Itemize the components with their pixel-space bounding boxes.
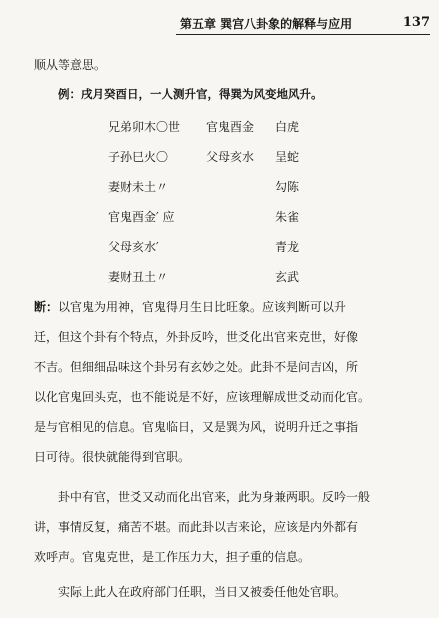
yao-row-5-left: 父母亥水′ [108, 240, 159, 254]
yao-row-2-middle: 父母亥水 [206, 150, 255, 164]
header-rule [176, 34, 430, 35]
analysis-line-7: 卦中有官，世爻又动而化出官来，此为身兼两职。反吟一般 [58, 490, 371, 504]
page-number: 137 [402, 15, 430, 30]
yao-row-4-left: 官鬼酉金′ 应 [108, 210, 175, 224]
yao-row-3-left: 妻财未土〃 [108, 180, 169, 194]
analysis-label: 断： [34, 300, 59, 314]
analysis-line-2: 迁，但这个卦有个特点，外卦反吟，世爻化出官来克世，好像 [34, 330, 359, 344]
analysis-line-3: 不吉。但细细品味这个卦另有玄妙之处。此卦不是问吉凶，所 [34, 360, 359, 374]
yao-row-2-left: 子孙巳火〇 [108, 150, 169, 164]
analysis-line-6: 日可待。很快就能得到官职。 [34, 450, 191, 464]
intro-line: 顺从等意思。 [34, 58, 107, 72]
yao-row-6-left: 妻财丑土〃 [108, 270, 169, 284]
analysis-line-10: 实际上此人在政府部门任职，当日又被委任他处官职。 [58, 585, 347, 599]
analysis-line-1 [34, 301, 346, 313]
yao-row-3-right: 勾陈 [275, 180, 300, 194]
analysis-line-9: 欢呼声。官鬼克世，是工作压力大，担子重的信息。 [34, 550, 311, 564]
analysis-text-1: 以官鬼为用神，官鬼得月生日比旺象。应该判断可以升 [58, 300, 347, 314]
example-heading: 例：戌月癸酉日，一人测升官，得巽为风变地风升。 [58, 87, 323, 101]
yao-row-4-right: 朱雀 [275, 210, 300, 224]
yao-row-1-right: 白虎 [275, 120, 300, 134]
analysis-line-5: 是与官相见的信息。官鬼临日，又是巽为风，说明升迁之事指 [34, 420, 359, 434]
chapter-title: 第五章 巽宫八卦象的解释与应用 [180, 17, 353, 31]
yao-row-5-right: 青龙 [275, 240, 300, 254]
yao-row-1-middle: 官鬼酉金 [206, 120, 255, 134]
yao-row-1-left: 兄弟卯木〇世 [108, 120, 181, 134]
yao-row-6-right: 玄武 [275, 270, 300, 284]
page-header [168, 12, 430, 34]
yao-row-2-right: 呈蛇 [275, 150, 300, 164]
analysis-line-8: 讲，事情反复，痛苦不堪。而此卦以吉来论，应该是内外都有 [34, 520, 359, 534]
analysis-line-4: 以化官鬼回头克，也不能说是不好，应该理解成世爻动而化官。 [34, 390, 371, 404]
